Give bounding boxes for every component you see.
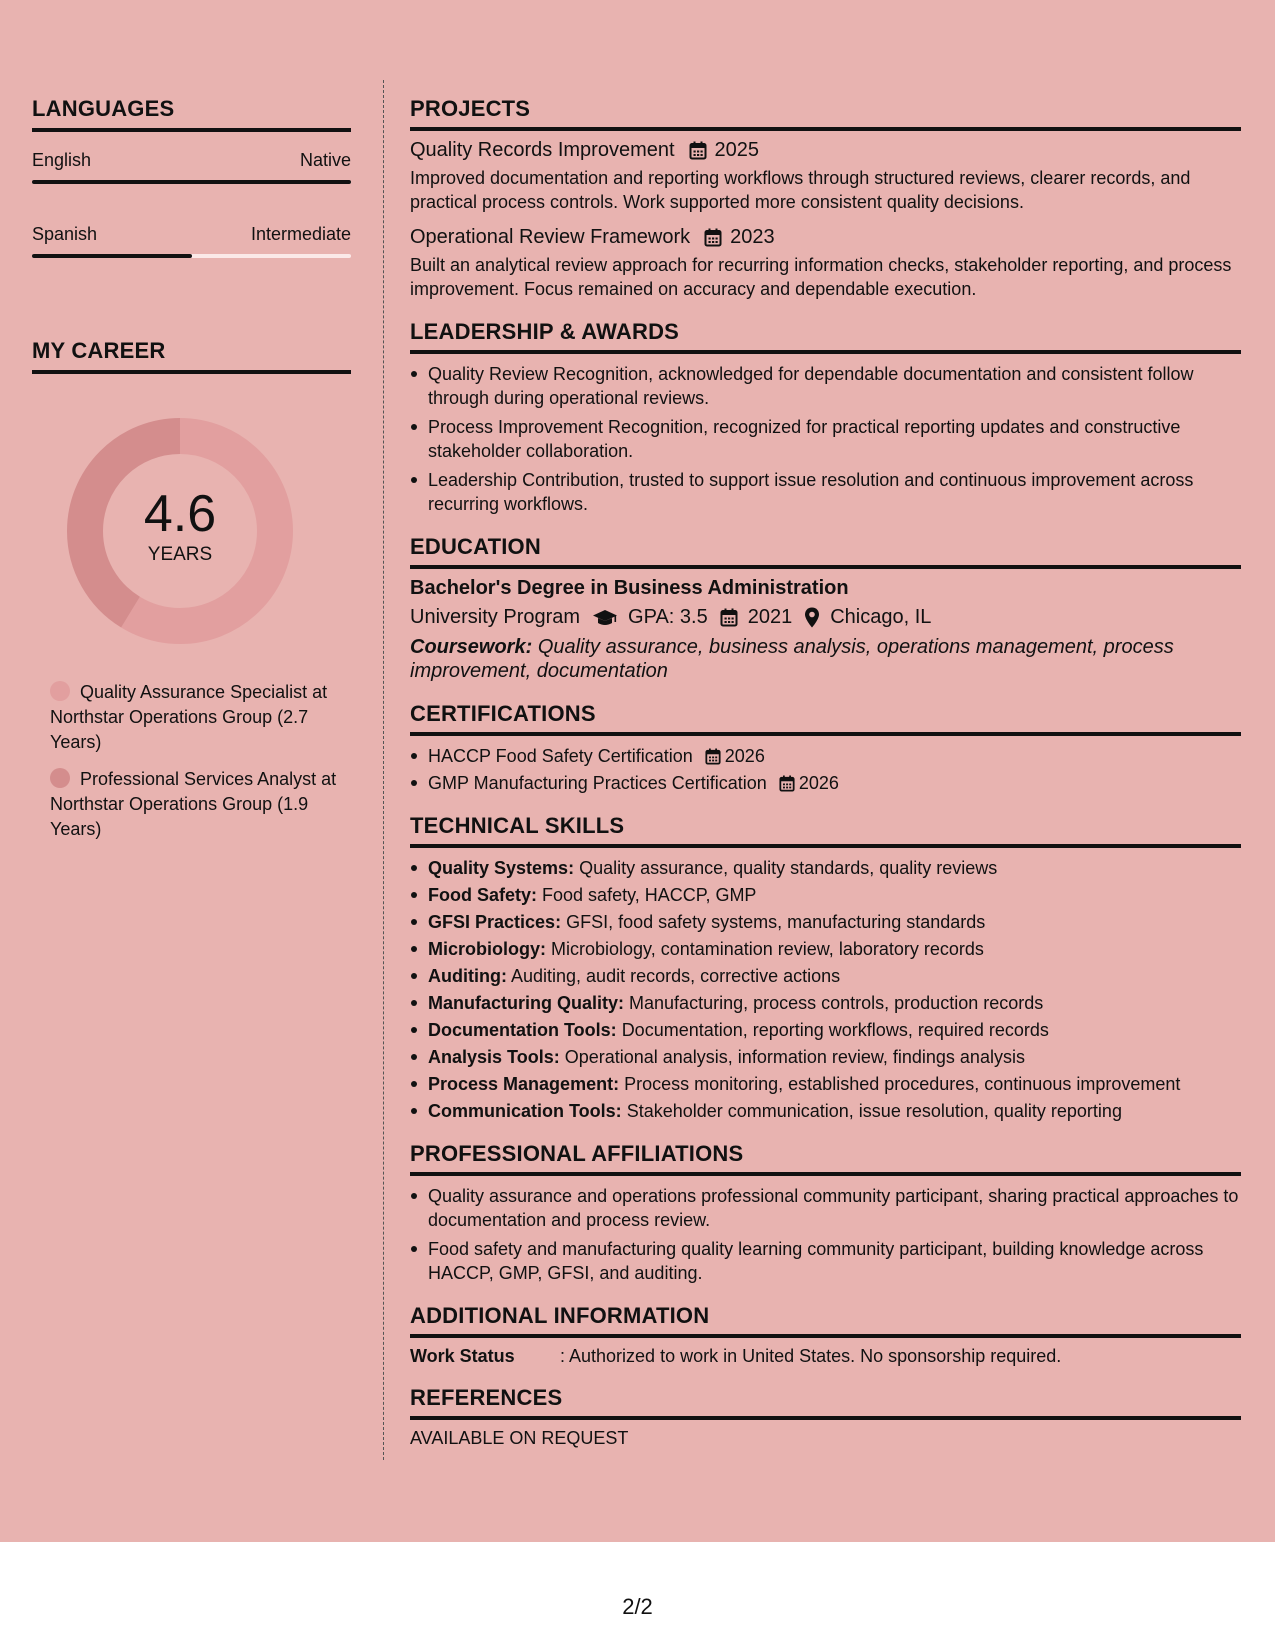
skill-label: Analysis Tools: (428, 1047, 560, 1067)
calendar-icon (720, 608, 738, 627)
skill-label: Communication Tools: (428, 1101, 622, 1121)
project-name: Operational Review Framework (410, 226, 691, 248)
legend-dot (50, 681, 70, 701)
award-item: Leadership Contribution, trusted to support issue resolution and continuous improvement across recurring workflows. (410, 468, 1241, 516)
graduation-cap-icon (592, 609, 618, 627)
affiliations-title: PROFESSIONAL AFFILIATIONS (410, 1141, 1241, 1176)
language-bar (32, 180, 351, 184)
affiliation-item: Quality assurance and operations professional community participant, sharing practical approaches to documentation and process review. (410, 1184, 1241, 1232)
skill-item (410, 910, 1241, 934)
awards-title: LEADERSHIP & AWARDS (410, 319, 1241, 354)
skill-value: Microbiology, contamination review, laboratory records (551, 939, 984, 959)
skills-list (410, 856, 1241, 1123)
education-title: EDUCATION (410, 534, 1241, 569)
calendar-icon (689, 141, 707, 160)
skill-label: Manufacturing Quality: (428, 993, 625, 1013)
project-item (410, 226, 1241, 301)
language-bar-fill (32, 180, 351, 184)
legend-item (50, 767, 340, 842)
work-status-label: Work Status (410, 1346, 515, 1366)
skill-item (410, 991, 1241, 1015)
skill-value: Operational analysis, information review, findings analysis (564, 1047, 1025, 1067)
skill-value: Documentation, reporting workflows, required records (621, 1020, 1049, 1040)
language-item (32, 150, 351, 184)
education-year: 2021 (747, 606, 793, 628)
project-item (410, 139, 1241, 214)
certifications-title: CERTIFICATIONS (410, 701, 1241, 736)
language-level: Native (299, 150, 351, 170)
language-name: Spanish (32, 224, 98, 244)
skill-value: Food safety, HACCP, GMP (542, 885, 757, 905)
skill-label: Food Safety: (428, 885, 538, 905)
certification-year: 2026 (798, 773, 839, 793)
affiliation-item: Food safety and manufacturing quality learning community participant, building knowledge across HACCP, GMP, GFSI, and auditing. (410, 1237, 1241, 1285)
education-section (410, 534, 1241, 683)
language-bar-fill (32, 254, 192, 258)
language-name: English (32, 150, 92, 170)
education-degree: Bachelor's Degree in Business Administration (410, 577, 849, 599)
awards-section (410, 319, 1241, 516)
education-coursework (410, 635, 1241, 683)
language-item (32, 224, 351, 258)
skill-value: Stakeholder communication, issue resolution, quality reporting (626, 1101, 1122, 1121)
certification-item (410, 771, 1241, 795)
career-total-value: 4.6 (143, 485, 217, 543)
legend-item (50, 680, 340, 755)
skill-label: Documentation Tools: (428, 1020, 617, 1040)
award-item: Quality Review Recognition, acknowledged for dependable documentation and consistent follow through during operational reviews. (410, 362, 1241, 410)
references-section (410, 1385, 1241, 1449)
project-description: Built an analytical review approach for recurring information checks, stakeholder reporting, and process improvement. Focus remained on accuracy and dependable execution. (410, 255, 1232, 299)
references-title: REFERENCES (410, 1385, 1241, 1420)
language-bar (32, 254, 351, 258)
additional-title: ADDITIONAL INFORMATION (410, 1303, 1241, 1338)
skill-value: Auditing, audit records, corrective actions (511, 966, 841, 986)
certification-item (410, 744, 1241, 768)
skill-item (410, 964, 1241, 988)
projects-title: PROJECTS (410, 96, 1241, 131)
work-status-value: : Authorized to work in United States. No sponsorship required. (560, 1346, 1062, 1366)
career-total-unit: YEARS (147, 544, 213, 565)
career-title: MY CAREER (32, 338, 351, 374)
column-divider (383, 80, 384, 1460)
project-name: Quality Records Improvement (410, 139, 675, 161)
skill-value: GFSI, food safety systems, manufacturing standards (566, 912, 986, 932)
award-item: Process Improvement Recognition, recognized for practical reporting updates and constructive stakeholder collaboration. (410, 415, 1241, 463)
references-text: AVAILABLE ON REQUEST (410, 1428, 629, 1448)
coursework-label: Coursework: (410, 636, 533, 658)
skill-value: Manufacturing, process controls, production records (629, 993, 1044, 1013)
skill-label: Microbiology: (428, 939, 546, 959)
calendar-icon (704, 228, 722, 247)
skill-item (410, 883, 1241, 907)
project-year: 2023 (730, 226, 775, 248)
legend-label: Quality Assurance Specialist at Northstar Operations Group (2.7 Years) (50, 682, 328, 752)
education-location: Chicago, IL (830, 606, 932, 628)
certifications-section (410, 701, 1241, 795)
affiliations-section (410, 1141, 1241, 1285)
page-number: 2/2 (622, 1594, 653, 1619)
additional-section (410, 1303, 1241, 1367)
skill-label: GFSI Practices: (428, 912, 562, 932)
skill-label: Auditing: (428, 966, 507, 986)
skill-label: Quality Systems: (428, 858, 575, 878)
calendar-icon (705, 748, 721, 765)
certification-year: 2026 (724, 746, 765, 766)
education-gpa: GPA: 3.5 (628, 606, 708, 628)
right-column (410, 96, 1241, 1467)
certification-name: HACCP Food Safety Certification (428, 746, 693, 766)
legend-dot (50, 768, 70, 788)
skills-title: TECHNICAL SKILLS (410, 813, 1241, 848)
skill-item (410, 1099, 1241, 1123)
certification-name: GMP Manufacturing Practices Certification (428, 773, 767, 793)
skill-item (410, 856, 1241, 880)
projects-section (410, 96, 1241, 301)
skill-item (410, 1072, 1241, 1096)
coursework-text: Quality assurance, business analysis, operations management, process improvement, documentation (410, 636, 1174, 682)
skill-item (410, 1045, 1241, 1069)
skill-item (410, 937, 1241, 961)
career-donut (65, 416, 295, 646)
legend-label: Professional Services Analyst at Northstar Operations Group (1.9 Years) (50, 769, 337, 839)
languages-title: LANGUAGES (32, 96, 351, 132)
skills-section (410, 813, 1241, 1123)
map-pin-icon (804, 607, 820, 628)
skill-value: Process monitoring, established procedures, continuous improvement (624, 1074, 1181, 1094)
project-year: 2025 (714, 139, 760, 161)
skill-label: Process Management: (428, 1074, 620, 1094)
skill-item (410, 1018, 1241, 1042)
calendar-icon (779, 775, 795, 792)
education-school: University Program (410, 606, 581, 628)
left-column (32, 96, 351, 854)
career-legend (50, 680, 340, 842)
skill-value: Quality assurance, quality standards, quality reviews (579, 858, 998, 878)
project-description: Improved documentation and reporting workflows through structured reviews, clearer records, and practical process controls. Work supported more consistent quality decisions. (410, 168, 1191, 212)
language-level: Intermediate (250, 224, 351, 244)
